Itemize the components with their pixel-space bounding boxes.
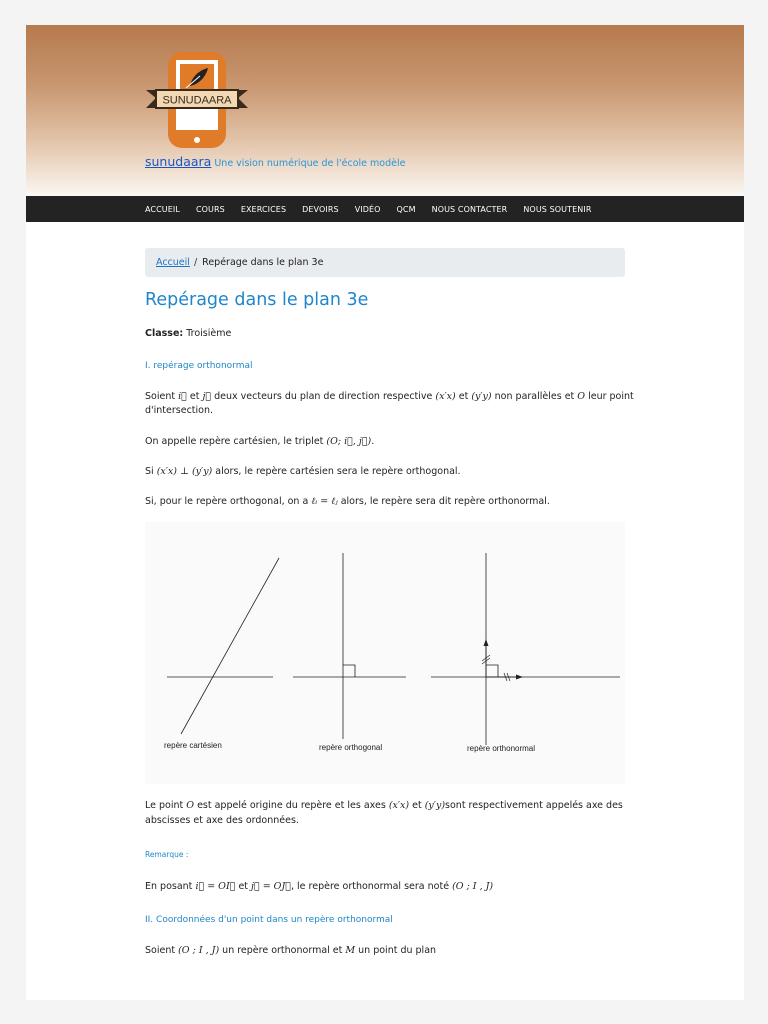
nav-item-exercices[interactable]: EXERCICES — [240, 204, 287, 214]
breadcrumb — [145, 248, 625, 277]
paragraph-5-line-2: abscisses et axe des ordonnées. — [145, 815, 299, 826]
nav-item-soutenir[interactable]: NOUS SOUTENIR — [523, 204, 592, 214]
figure-label-orthogonal: repère orthogonal — [319, 743, 383, 752]
figure-label-orthonormal: repère orthonormal — [467, 744, 536, 753]
logo-text: SUNUDAARA — [162, 94, 232, 107]
nav-item-cours[interactable]: COURS — [195, 204, 225, 214]
site-tagline: Une vision numérique de l'école modèle — [214, 158, 406, 169]
breadcrumb-current: Repérage dans le plan 3e — [202, 257, 324, 268]
paragraph-1-line-1: Soient i⃗ et j⃗ deux vecteurs du plan de direction respective (x′x) et (y′y) non parallèles et O leur point — [145, 391, 634, 402]
paragraph-2: On appelle repère cartésien, le triplet (O; i⃗, j⃗). — [145, 436, 375, 447]
classe-label: Classe: — [145, 328, 184, 339]
main-nav — [26, 196, 744, 222]
nav-item-qcm[interactable]: QCM — [396, 204, 416, 214]
paragraph-3: Si (x′x) ⊥ (y′y) alors, le repère cartésien sera le repère orthogonal. — [145, 466, 461, 477]
page — [26, 25, 744, 1000]
classe-line — [145, 326, 231, 341]
paragraph-4: Si, pour le repère orthogonal, on a ℓᵢ = ℓⱼ alors, le repère sera dit repère orthonormal. — [145, 496, 550, 507]
paragraph-6: En posant i⃗ = OI⃗ et j⃗ = OJ⃗, le repère orthonormal sera noté (O ; I , J) — [145, 881, 494, 892]
site-title-line — [145, 154, 405, 169]
section-heading-1: I. repérage orthonormal — [145, 361, 253, 371]
section-heading-2: II. Coordonnées d'un point dans un repère orthonormal — [145, 915, 393, 925]
paragraph-5-line-1: Le point O est appelé origine du repère et les axes (x′x) et (y′y)sont respectivement appelés axe des — [145, 800, 623, 811]
remark-label: Remarque : — [145, 850, 189, 859]
breadcrumb-home-link[interactable]: Accueil — [156, 257, 190, 268]
sunudaara-logo[interactable] — [144, 50, 250, 154]
figure-label-cartesien: repère cartésien — [164, 741, 222, 750]
paragraph-7: Soient (O ; I , J) un repère orthonormal et M un point du plan — [145, 945, 437, 956]
repere-figure — [145, 522, 625, 784]
page-title: Repérage dans le plan 3e — [145, 290, 369, 310]
site-header — [26, 25, 744, 196]
nav-item-accueil[interactable]: ACCUEIL — [145, 204, 180, 214]
nav-item-video[interactable]: VIDÉO — [354, 204, 381, 214]
classe-value: Troisième — [186, 328, 232, 339]
paragraph-1-line-2: d'intersection. — [145, 405, 214, 416]
nav-item-devoirs[interactable]: DEVOIRS — [302, 204, 339, 214]
breadcrumb-separator: / — [193, 257, 198, 268]
site-name-link[interactable]: sunudaara — [145, 154, 212, 169]
nav-item-contact[interactable]: NOUS CONTACTER — [431, 204, 508, 214]
